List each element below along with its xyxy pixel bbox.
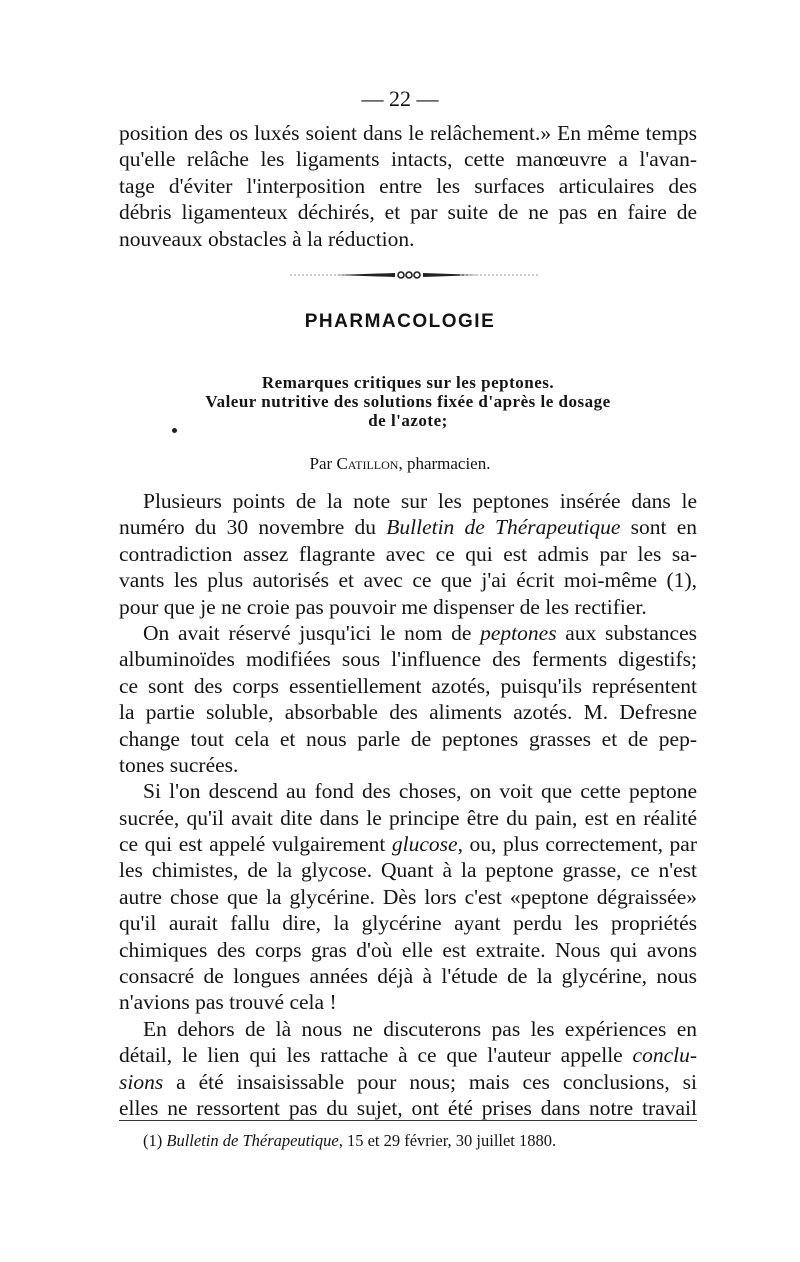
article-title-line: de l'azote; <box>368 411 448 430</box>
text-line: Si l'on descend au fond des choses, on voit que cette peptone <box>143 779 697 804</box>
text-line: vants les plus autorisés et avec ce que j'ai écrit moi-même (1), <box>119 568 697 593</box>
text-line: En dehors de là nous ne discuterons pas les expériences en <box>143 1016 697 1041</box>
text-line: débris ligamenteux déchirés, et par suite de ne pas en faire de <box>119 200 697 225</box>
footnote-text: , 15 et 29 février, 30 juillet 1880. <box>338 1131 557 1150</box>
text-line: détail, le lien qui les rattache à ce que l'auteur appelle conclu- <box>119 1043 697 1068</box>
byline-suffix: , pharmacien. <box>398 454 491 473</box>
byline-author: Catillon <box>336 454 399 473</box>
intro-paragraph <box>119 120 697 252</box>
text-line: Plusieurs points de la note sur les peptones insérée dans le <box>143 489 697 513</box>
footnote <box>143 1131 556 1151</box>
text-line: change tout cela et nous parle de peptones grasses et de pep- <box>119 726 697 751</box>
article-title-line: Valeur nutritive des solutions fixée d'après le dosage <box>205 392 611 411</box>
text-line: autre chose que la glycérine. Dès lors c'est «peptone dégraissée» <box>119 884 697 909</box>
byline <box>0 454 800 474</box>
text-line: On avait réservé jusqu'ici le nom de peptones aux substances <box>143 620 698 645</box>
text-line: qu'il aurait fallu dire, la glycérine ayant perdu les propriétés <box>119 911 697 936</box>
article-title <box>119 373 697 430</box>
text-line: sucrée, qu'il avait dite dans le principe être du pain, est en réalité <box>119 805 697 830</box>
text-line: les chimistes, de la glycose. Quant à la peptone grasse, ce n'est <box>119 858 697 883</box>
ornament-divider <box>290 268 540 282</box>
byline-prefix: Par <box>309 454 333 473</box>
text-line: tage d'éviter l'interposition entre les surfaces articulaires des <box>119 173 697 198</box>
page-number: — 22 — <box>361 86 439 111</box>
journal-title: Bulletin de Thérapeutique <box>386 515 621 540</box>
text-line: consacré de longues années déjà à l'étude de la glycérine, nous <box>119 964 697 989</box>
text-line: sions a été insaisissable pour nous; mais ces conclusions, si <box>119 1069 697 1094</box>
body-text <box>119 488 697 1121</box>
text-line: albuminoïdes modifiées sous l'influence des ferments digestifs; <box>119 647 697 672</box>
text-line: position des os luxés soient dans le relâchement.» En même temps <box>119 121 697 145</box>
text-line: la partie soluble, absorbable des aliments azotés. M. Defresne <box>119 700 697 725</box>
text-line: ce qui est appelé vulgairement glucose, ou, plus correctement, par <box>119 832 697 857</box>
text-line: chimiques des corps gras d'où elle est extraite. Nous qui avons <box>119 937 697 962</box>
text-line: contradiction assez flagrante avec ce qui est admis par les sa- <box>119 541 697 566</box>
section-title: PHARMACOLOGIE <box>304 311 496 332</box>
ink-dot <box>172 428 177 433</box>
text-line: qu'elle relâche les ligaments intacts, cette manœuvre a l'avan- <box>119 147 697 172</box>
text-line: ce sont des corps essentiellement azotés, puisqu'ils représentent <box>119 673 697 698</box>
footnote-marker: (1) <box>143 1131 163 1150</box>
text-line: numéro du 30 novembre du Bulletin de Thérapeutique sont en <box>119 515 698 540</box>
text-line: n'avions pas trouvé cela ! <box>119 990 337 1015</box>
article-title-line: Remarques critiques sur les peptones. <box>261 373 555 392</box>
text-line: elles ne ressortent pas du sujet, ont été prises dans notre travail <box>119 1095 697 1120</box>
footnote-journal: Bulletin de Thérapeutique <box>166 1131 339 1150</box>
footnote-rule <box>119 1120 697 1121</box>
text-line: tones sucrées. <box>119 752 239 777</box>
text-line: nouveaux obstacles à la réduction. <box>119 226 415 251</box>
text-line: pour que je ne croie pas pouvoir me dispenser de les rectifier. <box>119 594 647 619</box>
